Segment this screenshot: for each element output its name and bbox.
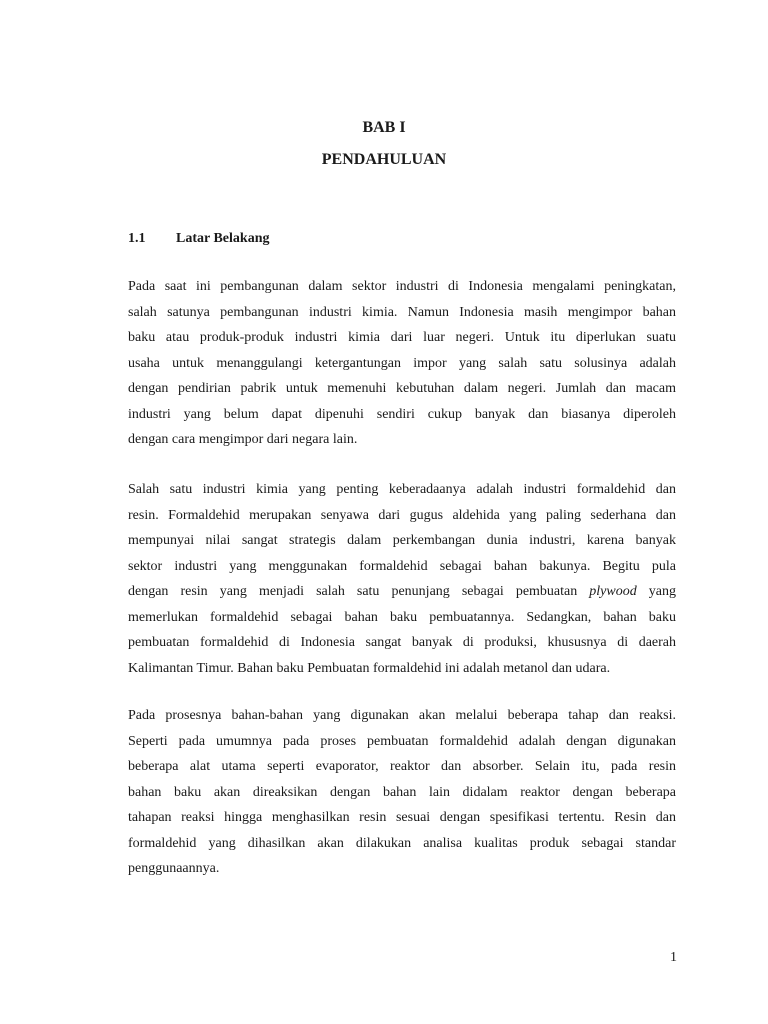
paragraph xyxy=(128,477,676,681)
section-title: Latar Belakang xyxy=(176,231,270,246)
text-line: formaldehid yang dihasilkan akan dilakukan analisa kualitas produk sebagai standar xyxy=(128,835,676,851)
text-line: Seperti pada umumnya pada proses pembuatan formaldehid adalah dengan digunakan xyxy=(128,733,676,749)
text-line: Pada saat ini pembangunan dalam sektor industri di Indonesia mengalami peningkatan, xyxy=(128,279,676,294)
italic-term: plywood xyxy=(589,584,637,599)
text-line: Pada prosesnya bahan-bahan yang digunakan akan melalui beberapa tahap dan reaksi. xyxy=(128,708,676,723)
chapter-title: PENDAHULUAN xyxy=(321,151,447,168)
text-line: mempunyai nilai sangat strategis dalam perkembangan dunia industri, karena banyak xyxy=(128,533,676,548)
text-line: sektor industri yang menggunakan formaldehid sebagai bahan bakunya. Begitu pula xyxy=(128,558,676,574)
section-heading xyxy=(128,229,269,249)
text-line: beberapa alat utama seperti evaporator, reaktor dan absorber. Selain itu, pada resin xyxy=(128,759,676,774)
text-line: pembuatan formaldehid di Indonesia sangat banyak di produksi, khususnya di daerah xyxy=(128,635,676,650)
text-line: tahapan reaksi hingga menghasilkan resin sesuai dengan spesifikasi tertentu. Resin dan xyxy=(128,810,676,825)
text-line: Kalimantan Timur. Bahan baku Pembuatan formaldehid ini adalah metanol dan udara. xyxy=(128,660,611,676)
text-line: dengan resin yang menjadi salah satu penunjang sebagai pembuatan plywood yang xyxy=(128,584,676,599)
paragraph xyxy=(128,703,676,882)
paragraph xyxy=(128,274,676,453)
text-line: baku atau produk-produk industri kimia dari luar negeri. Untuk itu diperlukan suatu xyxy=(128,330,676,345)
page-number: 1 xyxy=(670,950,677,965)
chapter-number: BAB I xyxy=(362,119,406,136)
text-line: usaha untuk menanggulangi ketergantungan impor yang salah satu solusinya adalah xyxy=(128,355,676,371)
text-line: dengan cara mengimpor dari negara lain. xyxy=(128,432,358,447)
text-line: salah satunya pembangunan industri kimia. Namun Indonesia masih mengimpor bahan xyxy=(128,304,676,320)
text-line: Salah satu industri kimia yang penting keberadaanya adalah industri formaldehid dan xyxy=(128,482,676,497)
text-line: industri yang belum dapat dipenuhi sendiri cukup banyak dan biasanya diperoleh xyxy=(128,406,676,422)
text-line: memerlukan formaldehid sebagai bahan baku pembuatannya. Sedangkan, bahan baku xyxy=(128,609,676,625)
text-line: dengan pendirian pabrik untuk memenuhi kebutuhan dalam negeri. Jumlah dan macam xyxy=(128,381,676,396)
section-number: 1.1 xyxy=(128,231,146,246)
text-line: bahan baku akan direaksikan dengan bahan lain didalam reaktor dengan beberapa xyxy=(128,784,676,800)
text-line: resin. Formaldehid merupakan senyawa dari gugus aldehida yang paling sederhana dan xyxy=(128,507,676,523)
text-line: penggunaannya. xyxy=(128,861,220,876)
